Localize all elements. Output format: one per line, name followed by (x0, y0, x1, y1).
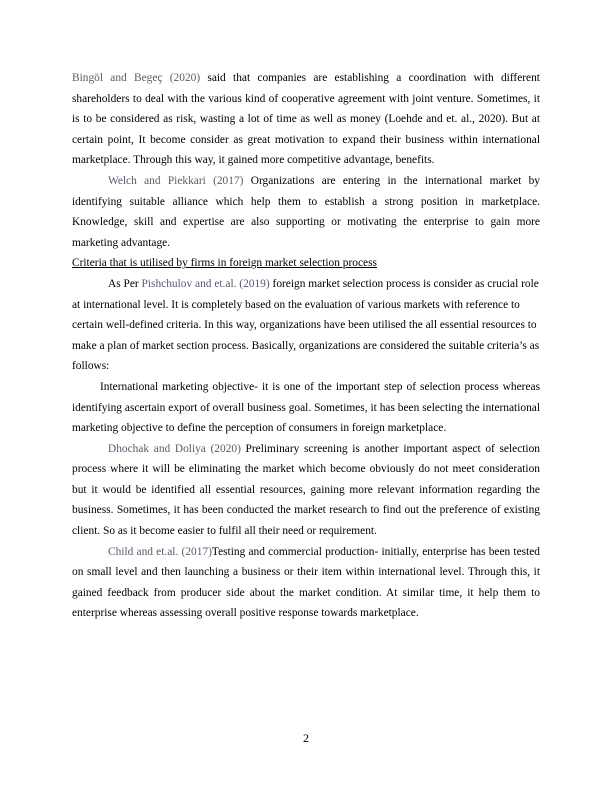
paragraph-marketing-objective (72, 377, 540, 439)
citation: Dhochak and Doliya (2020) (108, 442, 241, 455)
paragraph-child (72, 542, 540, 624)
page-number: 2 (303, 731, 309, 745)
paragraph-text: foreign market selection process is consider as crucial role at international level. It is completely based on the evaluation of various markets with reference to certain well-defined criteria. In this way, organizations have been utilised the all essential resources to make a plan of market section process. Basically, organizations are considered the suitable criteria’s as follows: (72, 277, 540, 373)
page-body (72, 68, 540, 624)
paragraph-text: said that companies are establishing a coordination with different shareholders to deal with the various kind of cooperative agreement with joint venture. Sometimes, it is to be considered as risk, wasting a lot of time as well as money (Loehde and et. al., 2020). But at certain point, It become consider as great motivation to expand their business within international marketplace. Through this way, it gained more competitive advantage, benefits. (72, 72, 540, 167)
paragraph-text: Preliminary screening is another important aspect of selection process where it will be eliminating the market which become obviously do not meet consideration but it would be identified all essential resources, gaining more relevant information regarding the business. Sometimes, it has been conducted the market research to find out the preference of existing client. So as it become easier to fulfil all their need or requirement. (72, 442, 540, 538)
paragraph-welch (72, 171, 540, 253)
section-heading: Criteria that is utilised by firms in foreign market selection process (72, 257, 377, 270)
citation: Pishchulov and et.al. (2019) (141, 277, 270, 290)
paragraph-text: International marketing objective- it is one of the important step of selection process whereas identifying ascertain export of overall business goal. Sometimes, it has been selecting the international marketing objective to define the perception of consumers in foreign marketplace. (72, 380, 540, 435)
paragraph-text: Organizations are entering in the international market by identifying suitable alliance which help them to establish a strong position in marketplace. Knowledge, skill and expertise are also supporting or motivating the enterprise to gain more marketing advantage. (72, 174, 540, 249)
paragraph-pishchulov (72, 274, 540, 377)
paragraph-text: Testing and commercial production- initially, enterprise has been tested on small level and then launching a business or their item within international level. Through this, it gained feedback from producer side about the market condition. At similar time, it help them to enterprise whereas assessing overall positive response towards marketplace. (72, 545, 540, 620)
paragraph-lead: As Per (108, 277, 142, 290)
citation: Welch and Piekkari (2017) (108, 174, 244, 187)
citation: Bingöl and Begeç (2020) (72, 72, 201, 84)
paragraph-bingol (72, 68, 540, 171)
citation: Child and et.al. (2017) (108, 545, 212, 558)
paragraph-dhochak (72, 439, 540, 542)
